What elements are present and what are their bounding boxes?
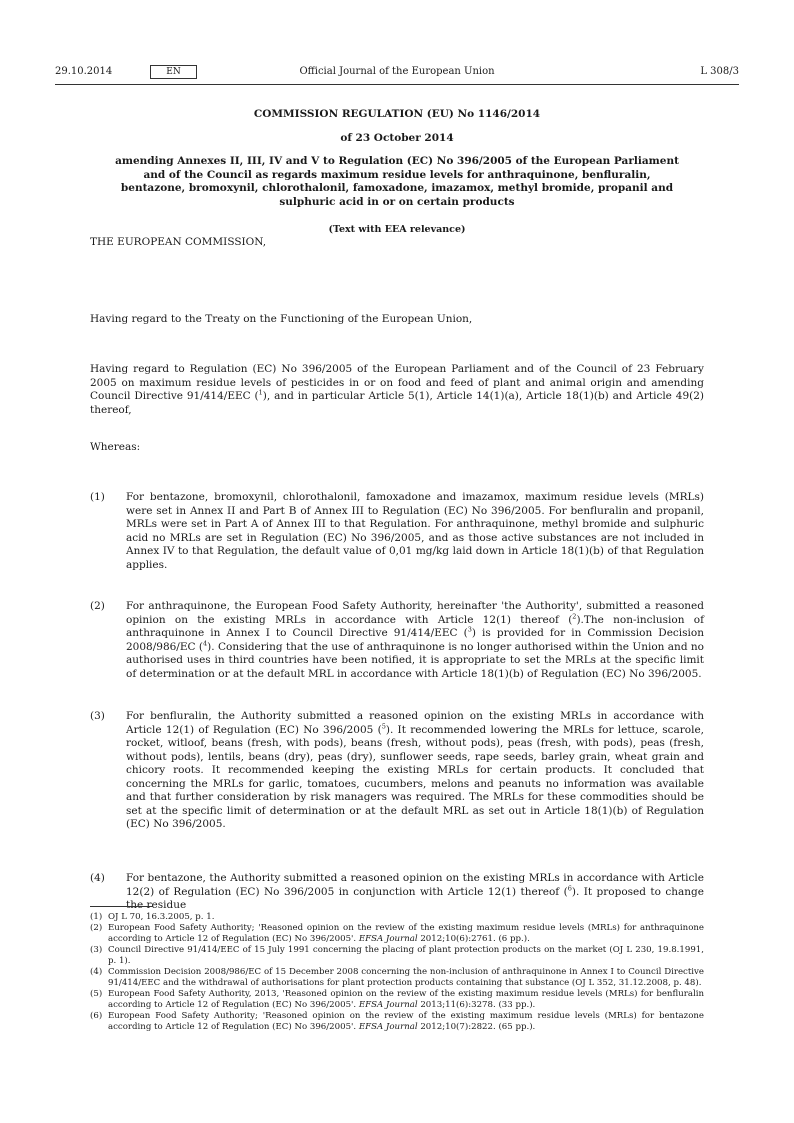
recital-text: For bentazone, bromoxynil, chlorothalonil, famoxadone and imazamox, maximum residue levels (MRLs) were set in Annex II and Part B of Annex III to Regulation (EC) No 396/2005. For benfluralin and propanil, MRLs were set in Part A of Annex III to that Regulation. For anthraquinone, methyl bromide and sulphuric acid no MRLs are set in Regulation (EC) No 396/2005, and as those active substances are not included in Annex IV to that Regulation, the default value of 0,01 mg/kg laid down in Article 18(1)(b) of that Regulation applies. [126,491,704,571]
footnote-ref[interactable]: 6 [567,884,572,892]
footnote-ref[interactable]: 2 [572,612,577,620]
regulation-title: COMMISSION REGULATION (EU) No 1146/2014 [253,108,541,120]
footnote-ref[interactable]: 1 [258,388,263,397]
footnote-divider [90,906,153,907]
footnote-2: (2) European Food Safety Authority; 'Reasoned opinion on the review of the existing maximum residue levels (MRLs) for anthraquinone according to Article 12 of Regulation (EC) No 396/2005'. EFSA Journal 2012;10(6):2761. (6 pp.). [90,923,704,944]
language-badge: EN [150,65,197,79]
footnote-1: (1) OJ L 70, 16.3.2005, p. 1. [90,912,215,922]
regulation-subject: amending Annexes II, III, IV and V to Regulation (EC) No 396/2005 of the European Parliament and of the Council as regards maximum residue levels for anthraquinone, benfluralin, bentazone, bromoxynil, chlorothalonil, famoxadone, imazamox, methyl bromide, propanil and sulphuric acid in or on certain products [115,155,679,208]
page-header [55,66,739,82]
footnote-6: (6) European Food Safety Authority; 'Reasoned opinion on the review of the existing maximum residue levels (MRLs) for bentazone according to Article 12 of Regulation (EC) No 396/2005'. EFSA Journal 2012;10(7):2822. (65 pp.). [90,1011,704,1032]
recital-number: (2) [90,600,105,612]
footnote-number: (3) [90,945,103,955]
recital-4 [90,872,704,913]
footnotes [90,912,704,1033]
footnote-number: (6) [90,1011,103,1021]
preamble-regulation: Having regard to Regulation (EC) No 396/2005 of the European Parliament and of the Council of 23 February 2005 on maximum residue levels of pesticides in or on food and feed of plant and animal origin and amending Council Directive 91/414/EEC ($^1$), and in particular Article 5(1), Article 14(1)(a), Article 18(1)(b) and Article 49(2) thereof, [90,363,705,416]
journal-title: Official Journal of the European Union [299,66,495,77]
footnote-ref[interactable]: 5 [381,722,386,730]
footnote-ref[interactable]: 4 [203,639,208,647]
preamble-whereas: Whereas: [90,441,141,453]
preamble-commission: THE EUROPEAN COMMISSION, [90,236,267,248]
footnote-number: (4) [90,967,103,977]
footnote-ref[interactable]: 3 [467,625,472,634]
recital-text: For anthraquinone, the European Food Safety Authority, hereinafter 'the Authority', submitted a reasoned opinion on the existing MRLs in accordance with Article 12(1) thereof ($^2$).The non-inclusion of anthraquinone in Annex I to Council Directive 91/414/EEC ($^3$) is provided for in Commission Decision 2008/986/EC ($^4$). Considering that the use of anthraquinone is no longer authorised within the Union and no authorised uses in third countries have been notified, it is appropriate to set the MRLs at the specific limit of determination or at the default MRL in accordance with Article 18(1)(b) of Regulation (EC) No 396/2005. [126,600,704,680]
footnote-number: (5) [90,989,103,999]
preamble-treaty: Having regard to the Treaty on the Functioning of the European Union, [90,313,473,325]
footnote-5: (5) European Food Safety Authority, 2013, 'Reasoned opinion on the review of the existing maximum residue levels (MRLs) for benfluralin according to Article 12 of Regulation (EC) No 396/2005'. EFSA Journal 2013;11(6):3278. (33 pp.). [90,989,704,1010]
publication-date: 29.10.2014 [55,66,113,77]
eea-relevance: (Text with EEA relevance) [328,224,466,235]
footnote-number: (2) [90,923,103,933]
footnote-number: (1) [90,912,103,922]
recital-1 [90,491,704,572]
title-block [110,108,684,237]
footnote-3: (3) Council Directive 91/414/EEC of 15 July 1991 concerning the placing of plant protection products on the market (OJ L 230, 19.8.1991, p. 1). [90,945,704,966]
recital-2 [90,600,704,681]
recital-number: (1) [90,491,105,503]
recital-3 [90,710,704,832]
recital-number: (3) [90,710,105,722]
recital-text: For bentazone, the Authority submitted a reasoned opinion on the existing MRLs in accordance with Article 12(2) of Regulation (EC) No 396/2005 in conjunction with Article 12(1) thereof ($^6$). It proposed to change the residue [126,872,704,911]
footnote-4: (4) Commission Decision 2008/986/EC of 15 December 2008 concerning the non-inclusion of anthraquinone in Annex I to Council Directive 91/414/EEC and the withdrawal of authorisations for plant protection products containing that substance (OJ L 352, 31.12.2008, p. 48). [90,967,704,988]
recital-text: For benfluralin, the Authority submitted a reasoned opinion on the existing MRLs in accordance with Article 12(1) of Regulation (EC) No 396/2005 ($^5$). It recommended lowering the MRLs for lettuce, scarole, rocket, witloof, beans (fresh, with pods), beans (fresh, without pods), peas (fresh, with pods), peas (fresh, without pods), lentils, beans (dry), peas (dry), sunflower seeds, rape seeds, barley grain, wheat grain and chicory roots. It recommended keeping the existing MRLs for certain products. It concluded that concerning the MRLs for garlic, tomatoes, cucumbers, melons and peanuts no information was available and that further consideration by risk managers was required. The MRLs for these commodities should be set at the specific limit of determination or at the default MRL as set out in Article 18(1)(b) of Regulation (EC) No 396/2005. [126,710,705,830]
regulation-date: of 23 October 2014 [340,131,454,144]
header-divider [55,84,739,85]
recital-number: (4) [90,872,105,884]
page-reference: L 308/3 [700,66,739,77]
